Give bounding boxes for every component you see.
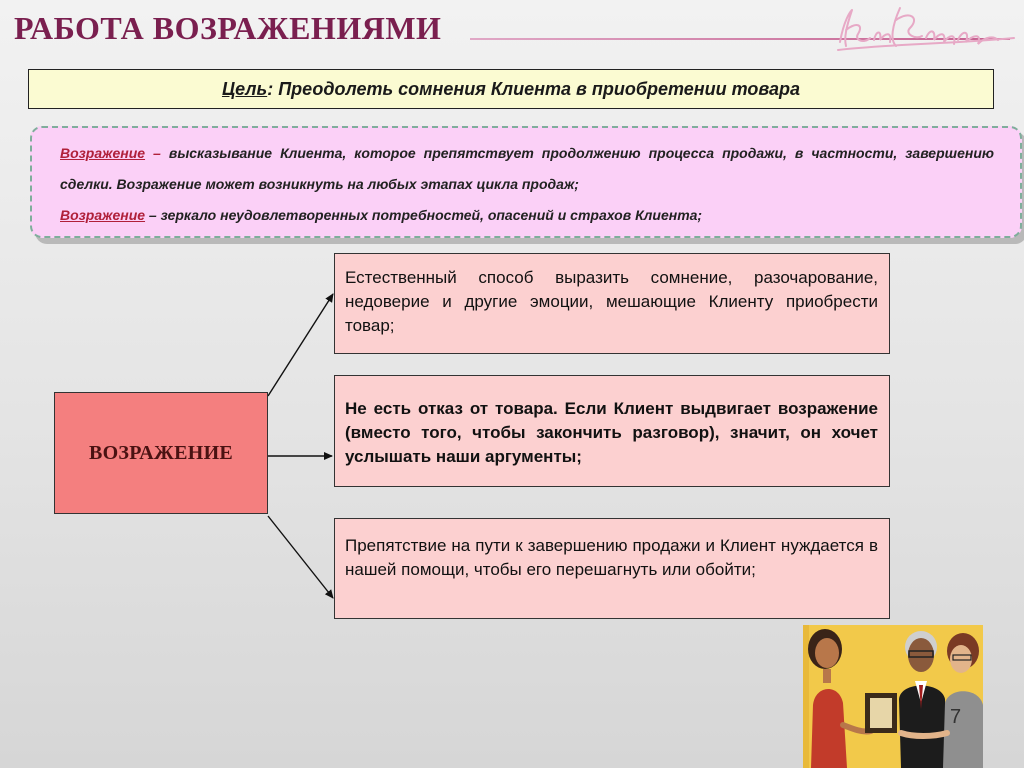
reason-box-3: Препятствие на пути к завершению продажи и Клиент нуждается в нашей помощи, чтобы его перешагнуть или обойти;: [334, 518, 890, 619]
definition-text: зеркало неудовлетворенных потребностей, опасений и страхов Клиента;: [160, 207, 703, 223]
goal-text: : Преодолеть сомнения Клиента в приобретении товара: [267, 78, 801, 99]
goal-label: Цель: [221, 78, 268, 99]
business-people-handshake-illustration: [803, 625, 983, 768]
slide-title: РАБОТА ВОЗРАЖЕНИЯМИ: [14, 10, 442, 46]
definition-term: Возражение: [60, 207, 146, 223]
page-number: 7: [950, 706, 962, 728]
reason-box-1: Естественный способ выразить сомнение, разочарование, недоверие и другие эмоции, мешающие Клиенту приобрести товар;: [334, 253, 890, 354]
definition-dash: –: [145, 145, 169, 161]
definition-dash: –: [145, 207, 161, 223]
arrow-right-icon: [268, 516, 333, 598]
definition-term: Возражение: [60, 145, 146, 161]
definition-text: высказывание Клиента, которое препятствует продолжению процесса продажи, в частности, завершению сделки. Возражение может возникнуть на любых этапах цикла продаж;: [60, 145, 994, 192]
objection-main-box: ВОЗРАЖЕНИЕ: [54, 392, 268, 514]
arrow-right-icon: [268, 294, 333, 396]
reason-box-2: Не есть отказ от товара. Если Клиент выдвигает возражение (вместо того, чтобы закончить разговор), значит, он хочет услышать наши аргументы;: [334, 375, 890, 487]
